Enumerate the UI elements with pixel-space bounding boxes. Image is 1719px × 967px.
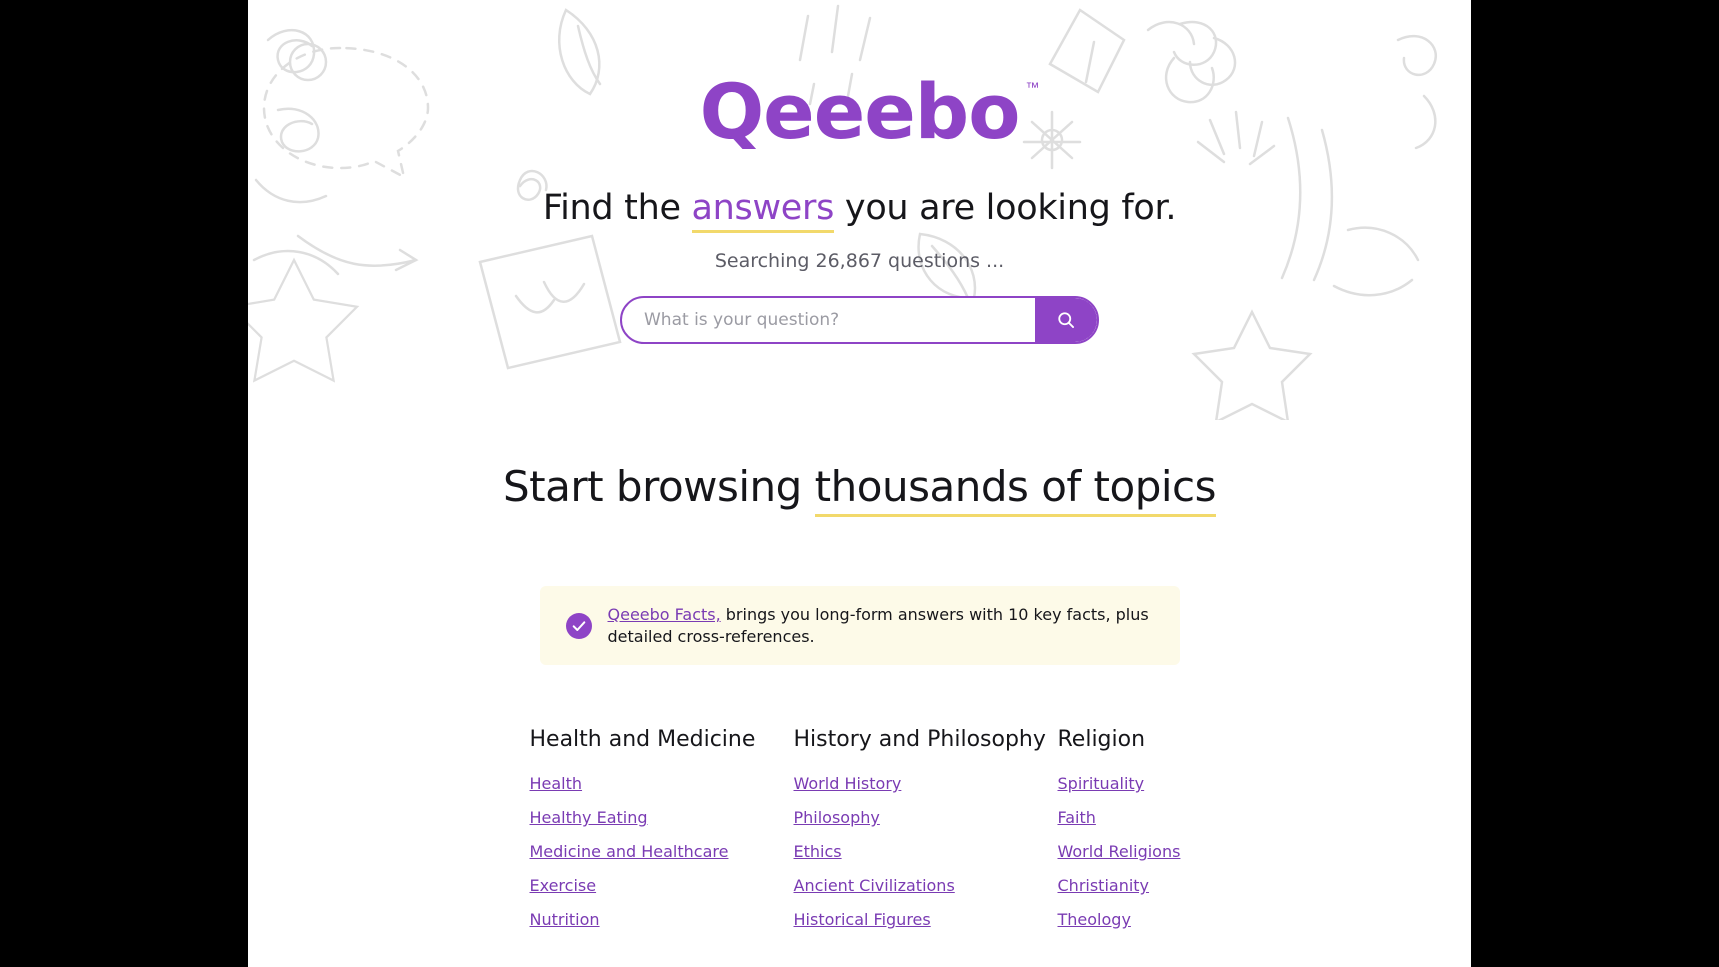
- category-column-health-and-medicine: [530, 727, 794, 944]
- category-link[interactable]: Spirituality: [1057, 774, 1145, 794]
- category-link[interactable]: Theology: [1057, 910, 1131, 930]
- category-link[interactable]: Healthy Eating: [529, 808, 648, 828]
- notice-body: brings you long-form answers with 10 key facts, plus detailed cross-references.: [607, 605, 1149, 646]
- logo-text: Qeeebo: [699, 67, 1020, 156]
- browser-viewport: [248, 0, 1471, 967]
- category-link[interactable]: Nutrition: [529, 910, 600, 930]
- category-link[interactable]: World History: [793, 774, 902, 794]
- category-link[interactable]: Historical Figures: [793, 910, 931, 930]
- category-heading: Health and Medicine: [529, 727, 756, 753]
- tagline-highlight: answers: [692, 188, 835, 233]
- category-link[interactable]: Medicine and Healthcare: [529, 842, 729, 862]
- site-logo[interactable]: [699, 67, 1040, 156]
- search-button[interactable]: [1035, 298, 1097, 342]
- category-link[interactable]: Ancient Civilizations: [793, 876, 955, 896]
- logo-trademark: ™: [1025, 79, 1040, 95]
- browse-section: [248, 420, 1471, 944]
- check-circle-icon: [566, 613, 592, 639]
- category-link[interactable]: Health: [529, 774, 583, 794]
- category-column-religion: [1058, 727, 1190, 944]
- category-link[interactable]: Ethics: [793, 842, 842, 862]
- search-icon: [1056, 310, 1076, 330]
- qeeebo-facts-link[interactable]: Qeeebo Facts,: [607, 605, 721, 624]
- category-link[interactable]: Christianity: [1057, 876, 1150, 896]
- search-box[interactable]: [620, 296, 1099, 344]
- hero-section: [248, 0, 1471, 420]
- hero-tagline: [248, 188, 1471, 228]
- category-link[interactable]: World Religions: [1057, 842, 1181, 862]
- category-heading: History and Philosophy: [793, 727, 1046, 753]
- browse-title: [248, 462, 1471, 511]
- category-link[interactable]: Faith: [1057, 808, 1096, 828]
- search-input[interactable]: [622, 298, 1035, 342]
- tagline-suffix: you are looking for.: [834, 188, 1177, 228]
- category-link[interactable]: Exercise: [529, 876, 597, 896]
- browse-title-prefix: Start browsing: [502, 462, 815, 511]
- category-link[interactable]: Philosophy: [793, 808, 880, 828]
- notice-text: [608, 604, 1154, 647]
- category-column-history-and-philosophy: [794, 727, 1058, 944]
- facts-notice-banner: [540, 586, 1180, 665]
- category-columns: [530, 727, 1190, 944]
- question-count-status: Searching 26,867 questions ...: [714, 250, 1005, 272]
- browse-title-highlight: thousands of topics: [815, 462, 1216, 517]
- category-heading: Religion: [1057, 727, 1146, 753]
- tagline-prefix: Find the: [542, 188, 692, 228]
